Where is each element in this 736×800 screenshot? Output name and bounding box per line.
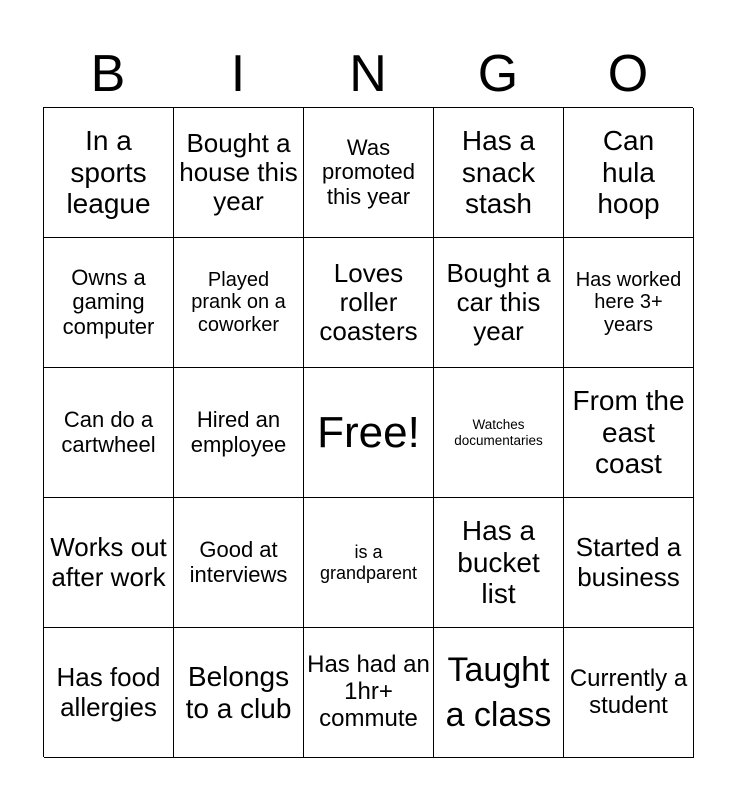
- bingo-cell-is-a-grandparent[interactable]: is a grandparent: [304, 498, 434, 628]
- bingo-cell-from-the-east-coast[interactable]: From the east coast: [564, 368, 694, 498]
- bingo-cell-belongs-to-a-club[interactable]: Belongs to a club: [174, 628, 304, 758]
- bingo-cell-in-a-sports-league[interactable]: In a sports league: [44, 108, 174, 238]
- header-letter-b: B: [90, 45, 126, 103]
- bingo-cell-started-a-business[interactable]: Started a business: [564, 498, 694, 628]
- header-letter-n: N: [349, 45, 387, 103]
- bingo-cell-has-food-allergies[interactable]: Has food allergies: [44, 628, 174, 758]
- bingo-cell-owns-a-gaming-computer[interactable]: Owns a gaming computer: [44, 238, 174, 368]
- bingo-cell-has-a-bucket-list[interactable]: Has a bucket list: [434, 498, 564, 628]
- bingo-cell-currently-a-student[interactable]: Currently a student: [564, 628, 694, 758]
- bingo-cell-has-had-an-1hr-commute[interactable]: Has had an 1hr+ commute: [304, 628, 434, 758]
- bingo-cell-works-out-after-work[interactable]: Works out after work: [44, 498, 174, 628]
- bingo-cell-free-space[interactable]: Free!: [304, 368, 434, 498]
- header-letter-o: O: [607, 45, 649, 103]
- bingo-cell-watches-documentaries[interactable]: Watches documentaries: [434, 368, 564, 498]
- bingo-cell-good-at-interviews[interactable]: Good at interviews: [174, 498, 304, 628]
- bingo-cell-loves-roller-coasters[interactable]: Loves roller coasters: [304, 238, 434, 368]
- bingo-cell-was-promoted-this-year[interactable]: Was promoted this year: [304, 108, 434, 238]
- bingo-cell-taught-a-class[interactable]: Taught a class: [434, 628, 564, 758]
- bingo-cell-can-hula-hoop[interactable]: Can hula hoop: [564, 108, 694, 238]
- header-letter-g: G: [477, 45, 519, 103]
- bingo-cell-bought-a-house-this-year[interactable]: Bought a house this year: [174, 108, 304, 238]
- bingo-cell-can-do-a-cartwheel[interactable]: Can do a cartwheel: [44, 368, 174, 498]
- bingo-board: [43, 107, 693, 757]
- bingo-cell-has-worked-here-3-years[interactable]: Has worked here 3+ years: [564, 238, 694, 368]
- bingo-header: [43, 42, 693, 106]
- bingo-cell-played-prank-on-a-coworker[interactable]: Played prank on a coworker: [174, 238, 304, 368]
- bingo-cell-bought-a-car-this-year[interactable]: Bought a car this year: [434, 238, 564, 368]
- bingo-cell-has-a-snack-stash[interactable]: Has a snack stash: [434, 108, 564, 238]
- bingo-cell-hired-an-employee[interactable]: Hired an employee: [174, 368, 304, 498]
- header-letter-i: I: [230, 45, 246, 103]
